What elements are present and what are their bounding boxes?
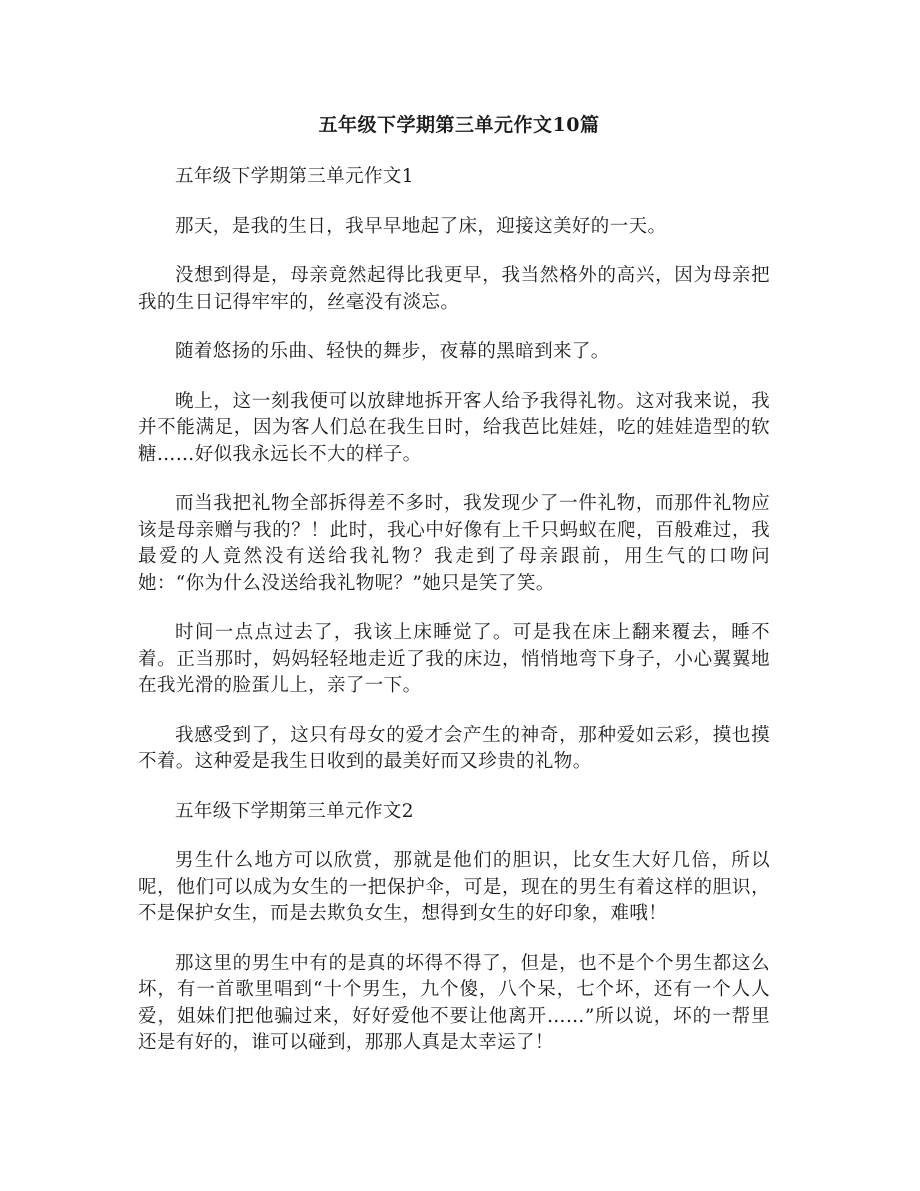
paragraph: 随着悠扬的乐曲、轻快的舞步，夜幕的黑暗到来了。 [175, 341, 610, 362]
paragraph: 男生什么地方可以欣赏，那就是他们的胆识，比女生大好几倍，所以呢，他们可以成为女生的一把保护伞，可是，现在的男生有着这样的胆识，不是保护女生，而是去欺负女生，想得到女生的好印象，难哦！ [138, 850, 770, 924]
section-heading-2: 五年级下学期第三单元作文2 [175, 800, 414, 822]
paragraph: 没想到得是，母亲竟然起得比我更早，我当然格外的高兴，因为母亲把我的生日记得牢牢的，丝毫没有淡忘。 [138, 265, 770, 313]
section-heading-1: 五年级下学期第三单元作文1 [175, 166, 414, 187]
paragraph: 我感受到了，这只有母女的爱才会产生的神奇，那种爱如云彩，摸也摸不着。这种爱是我生日收到的最美好而又珍贵的礼物。 [138, 724, 770, 772]
paragraph: 而当我把礼物全部拆得差不多时，我发现少了一件礼物，而那件礼物应该是母亲赠与我的？！此时，我心中好像有上千只蚂蚁在爬，百般难过，我最爱的人竟然没有送给我礼物？我走到了母亲跟前，用生气的口吻问她：“你为什么没送给我礼物呢？”她只是笑了笑。 [138, 493, 770, 594]
document-title: 五年级下学期第三单元作文10篇 [318, 114, 600, 136]
paragraph: 那这里的男生中有的是真的坏得不得了，但是，也不是个个男生都这么坏，有一首歌里唱到“十个男生，九个傻，八个呆，七个坏，还有一个人人爱，姐妹们把他骗过来，好好爱他不要让他离开……”所以说，坏的一帮里还是有好的，谁可以碰到，那那人真是太幸运了！ [138, 952, 770, 1053]
paragraph: 时间一点点过去了，我该上床睡觉了。可是我在床上翻来覆去，睡不着。正当那时，妈妈轻轻地走近了我的床边，悄悄地弯下身子，小心翼翼地在我光滑的脸蛋儿上，亲了一下。 [138, 622, 770, 696]
paragraph: 那天，是我的生日，我早早地起了床，迎接这美好的一天。 [175, 215, 667, 237]
document-body [138, 164, 770, 1057]
paragraph: 晚上，这一刻我便可以放肆地拆开客人给予我得礼物。这对我来说，我并不能满足，因为客人们总在我生日时，给我芭比娃娃，吃的娃娃造型的软糖……好似我永远长不大的样子。 [138, 390, 770, 465]
